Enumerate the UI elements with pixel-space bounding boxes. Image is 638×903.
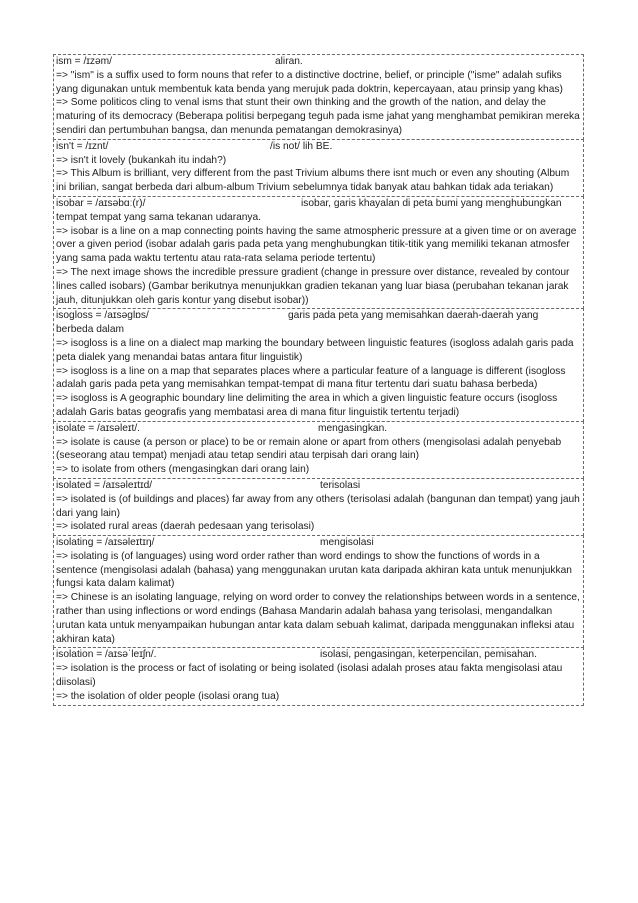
entry-isolating	[53, 535, 584, 648]
entry-term: isolated = /aɪsəleɪtɪd/	[56, 479, 153, 491]
entry-heading	[56, 55, 581, 69]
entry-meaning: isolasi, pengasingan, keterpencilan, pemisahan.	[320, 649, 537, 661]
entry-meaning: mengasingkan.	[318, 422, 388, 434]
entry-line: => isogloss is a line on a dialect map marking the boundary between linguistic features (isogloss adalah garis pada peta dialek yang menandai batas antara fitur linguistik)	[56, 337, 574, 363]
entry-term: isogloss = /aɪsəglɒs/	[56, 310, 149, 322]
entry-meaning: /is not/ lih BE.	[270, 140, 333, 152]
entry-heading	[56, 309, 581, 323]
entry-term: isn't = /ɪznt/	[56, 140, 109, 152]
entry-term: ism = /ɪzəm/	[56, 56, 112, 67]
dictionary-page	[53, 55, 584, 706]
entry-line: => The next image shows the incredible pressure gradient (change in pressure over distance, revealed by contour lines called isobars) (Gambar berikutnya menunjukkan gradien tekanan yang luar biasa (perubahan tekanan jarak jauh, ditunjukkan oleh garis kontur yang disebut isobar))	[56, 266, 570, 306]
entry-meaning: terisolasi	[320, 479, 361, 491]
entry-isolated	[53, 478, 584, 536]
entry-line: => isolating is (of languages) using word order rather than word endings to show the functions of words in a sentence (mengisolasi adalah (bahasa) yang menggunakan urutan kata daripada akhiran kata untuk menunjukkan fungsi kata dalam kalimat)	[56, 550, 572, 590]
entry-heading	[56, 536, 581, 550]
entry-term: isolation = /aɪsəˈleɪʃn/.	[56, 649, 157, 661]
entry-isolation	[53, 647, 584, 705]
entry-line: berbeda dalam	[56, 324, 124, 336]
entry-heading	[56, 479, 581, 493]
entry-heading	[56, 197, 581, 211]
entry-term: isobar = /aɪsəbɑː(r)/	[56, 197, 146, 209]
entry-meaning: garis pada peta yang memisahkan daerah-daerah yang	[288, 310, 539, 322]
entry-line: => Some politicos cling to venal isms that stunt their own thinking and the growth of the nation, and delay the maturing of its democracy (Beberapa politisi berpegang teguh pada isme jahat yang menghambat pemikiran mereka sendiri dan pertumbuhan bangsa, dan menunda pematangan demokrasinya)	[56, 97, 580, 136]
entry-term: isolate = /aɪsəleɪt/.	[56, 422, 140, 434]
entry-heading	[56, 422, 581, 436]
entry-isnt	[53, 139, 584, 197]
entry-line: => the isolation of older people (isolasi orang tua)	[56, 690, 280, 702]
entry-meaning: mengisolasi	[320, 537, 374, 549]
entry-ism	[53, 54, 584, 140]
entry-line: => isn't it lovely (bukankah itu indah?)	[56, 154, 227, 166]
entry-line: => "ism" is a suffix used to form nouns that refer to a distinctive doctrine, belief, or principle ("isme" adalah sufiks yang digunakan untuk membentuk kata benda yang merujuk pada doktrin, kepercayaan, atau prinsip yang khas)	[56, 69, 563, 95]
entry-isobar	[53, 196, 584, 309]
entry-isogloss	[53, 308, 584, 421]
entry-line: => isogloss is A geographic boundary line delimiting the area in which a given linguistic feature occurs (isogloss adalah Garis batas geografis yang membatasi area di mana fitur linguistik tertentu terjadi)	[56, 393, 558, 418]
entry-line: => This Album is brilliant, very different from the past Trivium albums there isnt much or even any shouting (Album ini brilian, sangat berbeda dari album-album Trivium sebelumnya tidak banyak atau bahkan tidak ada teriakan)	[56, 168, 570, 194]
entry-line: => isolation is the process or fact of isolating or being isolated (isolasi adalah proses atau fakta mengisolasi atau diisolasi)	[56, 663, 563, 689]
entry-line: => Chinese is an isolating language, relying on word order to convey the relationships between words in a sentence, rather than using inflections or word endings (Bahasa Mandarin adalah bahasa yang terisolasi, mengandalkan urutan kata untuk menyampaikan hubungan antar kata dalam sebuah kalimat, daripada menggunakan infleksi atau akhiran kata)	[56, 592, 580, 645]
entry-meaning: aliran.	[275, 56, 303, 67]
entry-line: => isogloss is a line on a map that separates places where a particular feature of a language is different (isogloss adalah garis pada peta yang memisahkan tempat-tempat di mana fitur tertentu dari suatu bahasa berbeda)	[56, 365, 566, 391]
entry-line: tempat tempat yang sama tekanan udaranya.	[56, 211, 262, 223]
entry-line: => isolated rural areas (daerah pedesaan yang terisolasi)	[56, 521, 315, 533]
entry-line: => isolate is cause (a person or place) to be or remain alone or apart from others (mengisolasi adalah penyebab (seseorang atau tempat) menjadi atau tetap sendiri atau terpisah dari orang lain)	[56, 436, 562, 462]
entry-line: => to isolate from others (mengasingkan dari orang lain)	[56, 464, 310, 476]
entry-heading	[56, 648, 581, 662]
entry-line: => isolated is (of buildings and places) far away from any others (terisolasi adalah (bangunan dan tempat) yang jauh dari yang lain)	[56, 493, 580, 519]
entry-heading	[56, 140, 581, 154]
entry-term: isolating = /aɪsəleɪtɪŋ/	[56, 537, 155, 549]
entry-meaning: isobar, garis khayalan di peta bumi yang menghubungkan	[301, 197, 562, 209]
entry-isolate	[53, 421, 584, 479]
entry-line: => isobar is a line on a map connecting points having the same atmospheric pressure at a given time or on average over a given period (isobar adalah garis pada peta yang menghubungkan titik-titik yang memiliki tekanan atmosfer yang sama pada waktu tertentu atau rata-rata selama periode tertentu)	[56, 225, 577, 265]
